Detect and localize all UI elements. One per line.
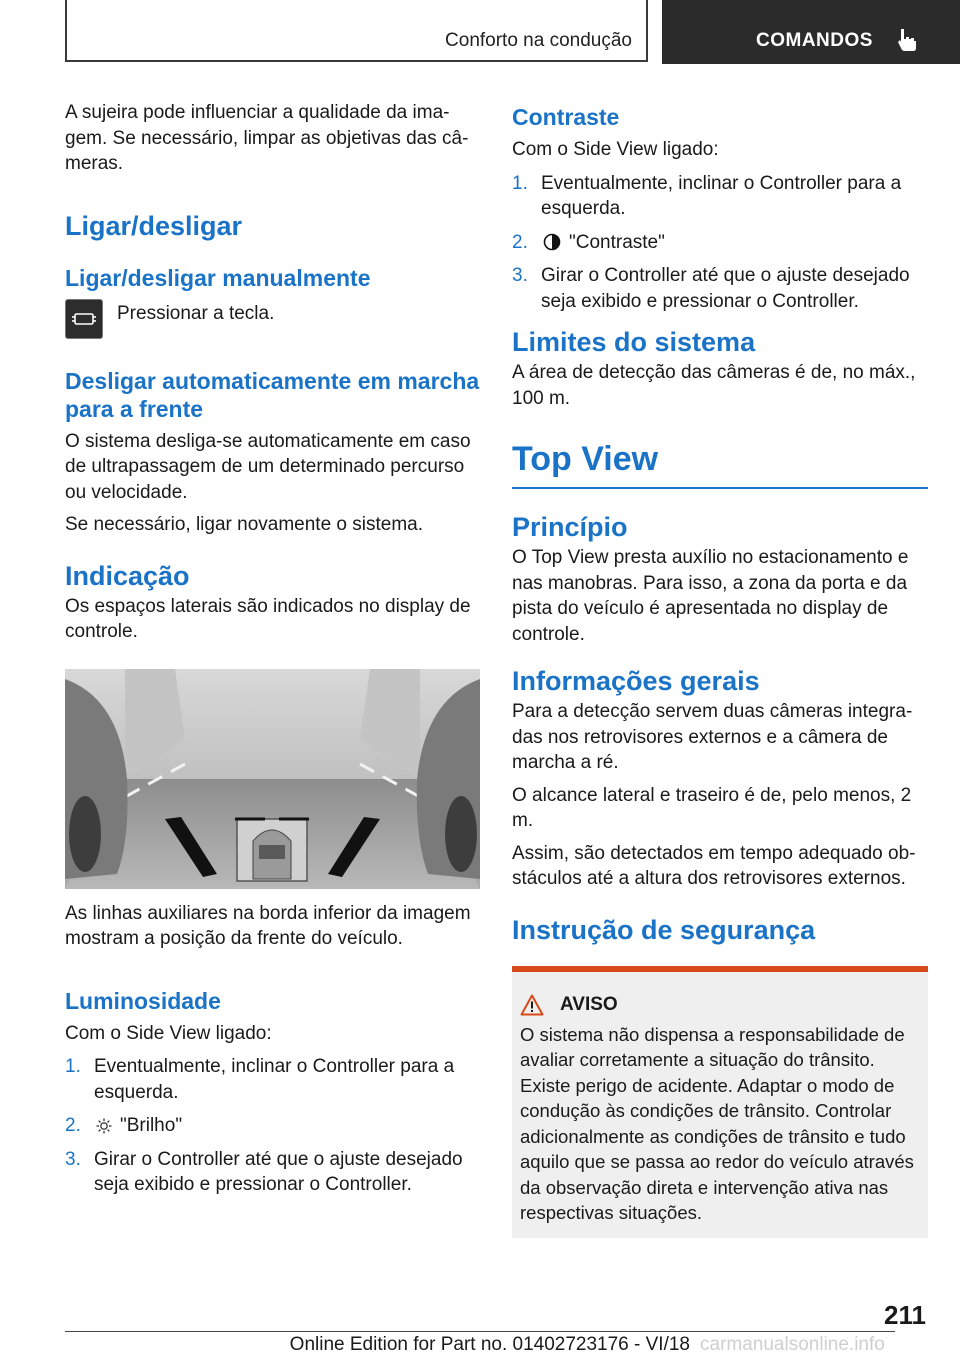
heading-manual: Ligar/desligar manualmente [65,264,371,291]
header-tab-label: COMANDOS [756,30,873,51]
step-number: 1. [65,1056,81,1077]
camera-button-icon [65,299,103,339]
footer-edition: Online Edition for Part no. 01402723176 - VI/18 [289,1334,690,1355]
step-number: 3. [65,1148,81,1170]
brightness-steps [65,1054,480,1198]
step-number: 2. [512,231,528,253]
contrast-intro: Com o Side View ligado: [512,139,719,160]
step-number: 3. [512,265,528,286]
info-text-3: Assim, são detectados em tempo adequado obstáculos até a altura dos retrovisores externos. [512,842,916,889]
side-view-camera-image [65,669,480,889]
step-text: Eventualmente, inclinar o Controller para a esquerda. [541,172,902,219]
info-text-1: Para a detecção servem duas câmeras integradas nos retrovisores externos e a câmera de marcha a ré. [512,701,913,773]
step-number: 2. [65,1115,81,1136]
heading-brightness: Luminosidade [65,987,221,1014]
footer-rule [65,1331,895,1332]
heading-general-info: Informações gerais [512,666,760,696]
list-item [512,230,928,256]
header-tab [662,0,960,64]
list-item [65,1147,480,1198]
step-text: "Brilho" [120,1115,183,1136]
auto-text-2: Se necessário, ligar novamente o sistema. [65,514,424,535]
warning-box [512,966,928,1238]
left-column [65,100,480,1206]
heading-rule [512,487,928,489]
info-text-2: O alcance lateral e traseiro é de, pelo menos, 2 m. [512,784,912,831]
heading-safety: Instrução de segurança [512,914,816,945]
list-item [65,1113,480,1139]
warning-text: O sistema não dispensa a responsabilidade de avaliar corretamente a situação do trânsito. Existe perigo de acidente. Adaptar o modo de condução às condições de trânsito. Controlar adicionalmente as condições de trânsito e tudo aquilo que se passa ao redor do veículo através da observação direta e intervenção ativa nas respectivas situações. [520,1023,914,1223]
list-item [512,171,928,222]
heading-principle: Princípio [512,512,628,542]
list-item [65,1054,480,1105]
heading-indication: Indicação [65,560,190,591]
brightness-intro: Com o Side View ligado: [65,1022,272,1044]
contrast-icon [543,233,561,251]
warning-triangle-icon [520,994,544,1016]
pointing-hand-icon [894,27,920,58]
limits-text: A área de detecção das câmeras é de, no máx., 100 m. [512,362,916,409]
right-column [512,100,928,1238]
header-section-box [65,0,648,62]
warning-header [520,994,920,1016]
heading-onoff: Ligar/desligar [65,210,243,241]
camera-button-row [65,299,480,339]
brightness-icon [96,1118,112,1134]
warning-title: AVISO [560,993,618,1015]
contrast-steps [512,171,928,315]
step-text: Girar o Controller até que o ajuste desejado seja exibido e pressionar o Controller. [94,1148,463,1195]
heading-auto-off: Desligar automaticamente em marcha para a frente [65,367,480,422]
step-text: Girar o Controller até que o ajuste desejado seja exibido e pressionar o Controller. [541,265,910,312]
header-section-title: Conforto na condução [445,30,632,51]
indication-text: Os espaços laterais são indicados no display de controle. [65,595,471,642]
page-number: 211 [884,1300,926,1330]
auto-text-1: O sistema desliga-se automaticamente em caso de ultrapassagem de um determinado percurso ou velocidade. [65,430,471,503]
image-caption: As linhas auxiliares na borda inferior da imagem mostram a posição da frente do veículo. [65,902,471,949]
principle-text: O Top View presta auxílio no estacionamento e nas manobras. Para isso, a zona da porta e da pista do veículo é apresentada no display de controle. [512,547,909,645]
heading-contrast: Contraste [512,104,620,130]
list-item [512,263,928,314]
heading-system-limits: Limites do sistema [512,327,756,357]
footer-watermark: carmanualsonline.info [700,1334,885,1355]
heading-top-view: Top View [512,440,659,478]
intro-paragraph: A sujeira pode influenciar a qualidade da imagem. Se necessário, limpar as objetivas das câmeras. [65,102,469,174]
step-text: Eventualmente, inclinar o Controller para a esquerda. [94,1056,455,1103]
manual-text: Pressionar a tecla. [117,302,275,324]
step-number: 1. [512,172,528,194]
step-text: "Contraste" [569,231,665,253]
